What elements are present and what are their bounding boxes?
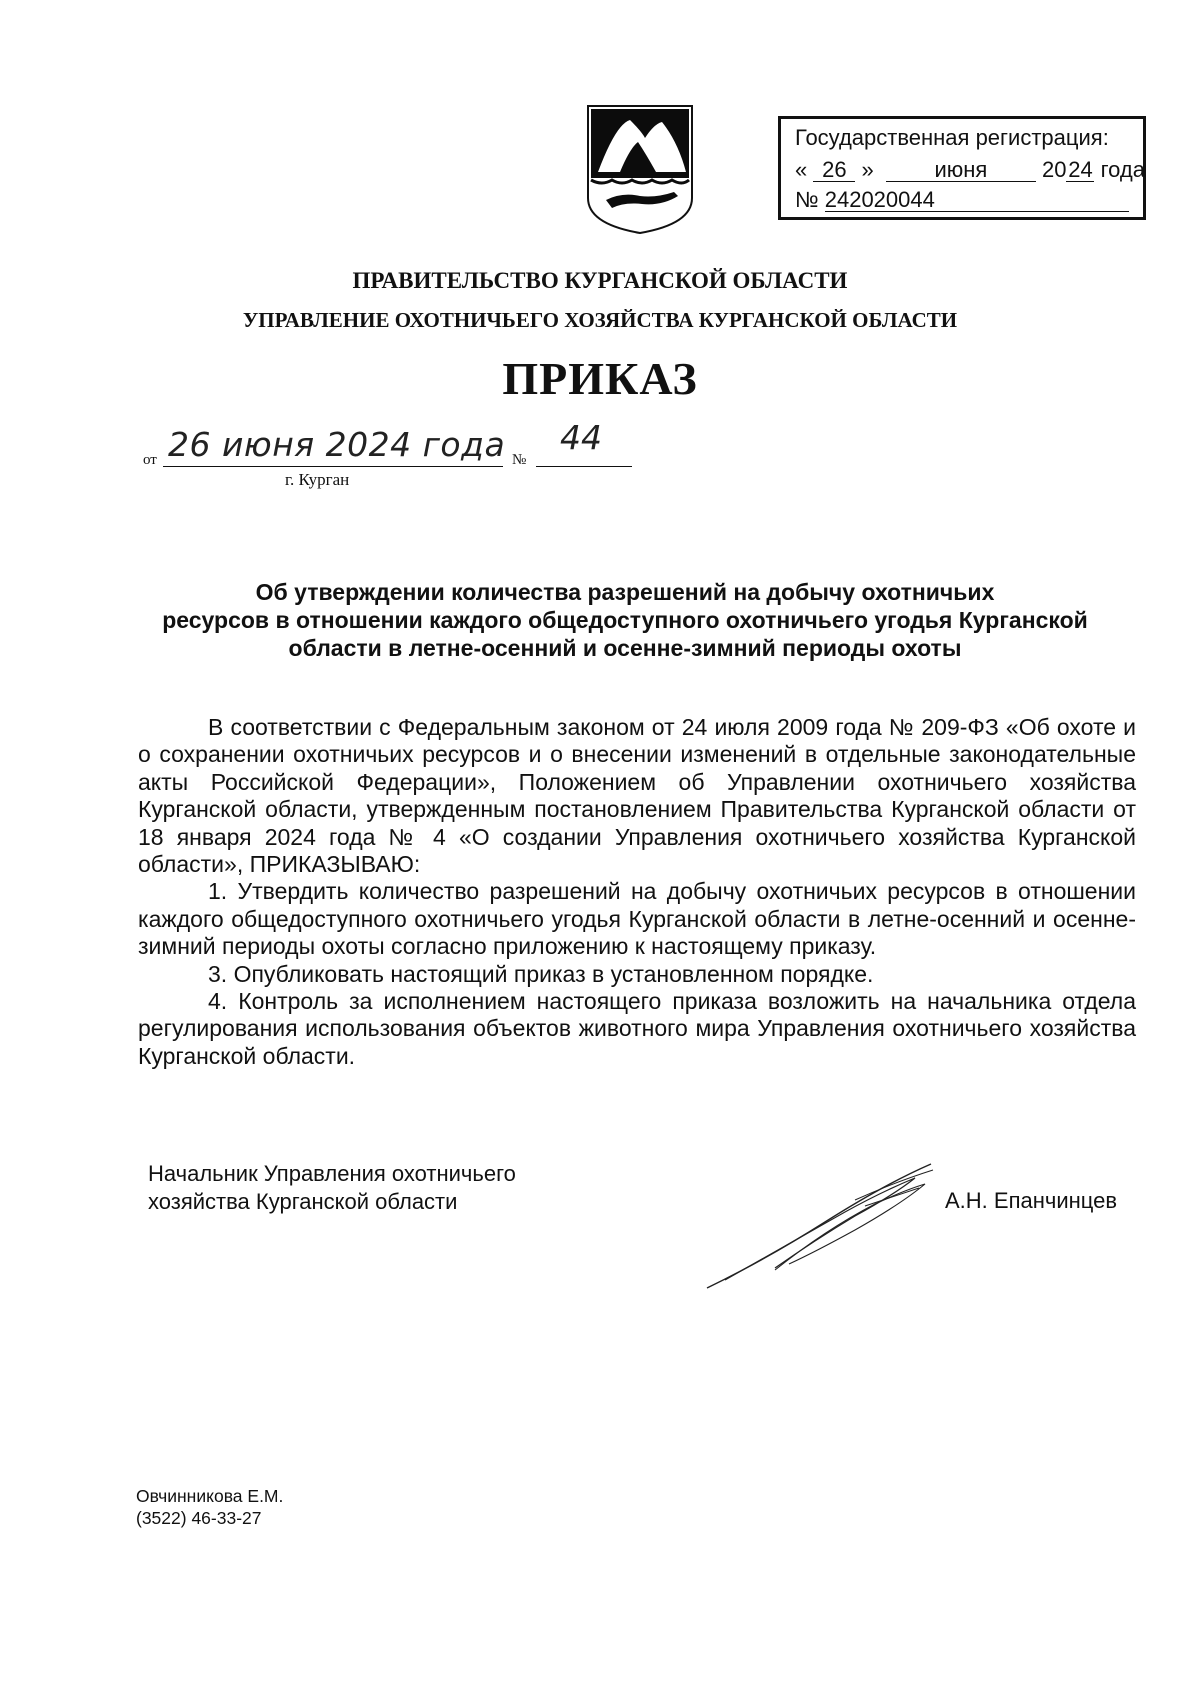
order-from-label: от xyxy=(143,452,157,468)
registration-year-prefix: 20 xyxy=(1042,157,1067,182)
registration-box xyxy=(778,116,1146,220)
order-number-underline xyxy=(536,466,632,467)
registration-number-sign: № xyxy=(795,187,819,212)
body-item: 1. Утвердить количество разрешений на добычу охотничьих ресурсов в отношении каждого общедоступного охотничьего угодья Курганской области в летне-осенний и осенне-зимний периоды охоты согласно приложению к настоящему приказу. xyxy=(138,878,1136,960)
order-number-handwritten: 44 xyxy=(560,418,602,457)
signatory-position xyxy=(148,1160,516,1216)
order-date-handwritten: 26 июня 2024 года xyxy=(168,425,506,464)
signatory-position-line: хозяйства Курганской области xyxy=(148,1189,458,1214)
registration-month: июня xyxy=(886,159,1036,182)
department-header: УПРАВЛЕНИЕ ОХОТНИЧЬЕГО ХОЗЯЙСТВА КУРГАНСКОЙ ОБЛАСТИ xyxy=(242,308,958,332)
signatory-name: А.Н. Епанчинцев xyxy=(945,1188,1118,1213)
subject-line: ресурсов в отношении каждого общедоступного охотничьего угодья Курганской xyxy=(162,607,1088,633)
registration-year-word: года xyxy=(1100,157,1145,182)
order-body xyxy=(138,714,1136,1070)
government-header: ПРАВИТЕЛЬСТВО КУРГАНСКОЙ ОБЛАСТИ xyxy=(352,268,848,293)
order-number-label: № xyxy=(512,452,527,468)
subject-line: области в летне-осенний и осенне-зимний периоды охоты xyxy=(288,635,962,661)
registration-year-suffix: 24 xyxy=(1068,157,1093,182)
order-subject xyxy=(130,578,1120,662)
signatory-position-line: Начальник Управления охотничьего xyxy=(148,1161,516,1186)
registration-number-line xyxy=(795,187,1129,213)
registration-title: Государственная регистрация: xyxy=(795,125,1109,150)
executor-phone: (3522) 46-33-27 xyxy=(136,1508,262,1528)
order-date-underline xyxy=(163,466,503,467)
body-preamble: В соответствии с Федеральным законом от 24 июля 2009 года № 209-ФЗ «Об охоте и о сохранении охотничьих ресурсов и о внесении изменений в отдельные законодательные акты Российской Федерации», Положением об Управлении охотничьего хозяйства Курганской области, утвержденным постановлением Правительства Курганской области от 18 января 2024 года № 4 «О создании Управления охотничьего хозяйства Курганской области», ПРИКАЗЫВАЮ: xyxy=(138,714,1136,878)
body-item: 4. Контроль за исполнением настоящего приказа возложить на начальника отдела регулирования использования объектов животного мира Управления охотничьего хозяйства Курганской области. xyxy=(138,988,1136,1069)
coat-of-arms-emblem xyxy=(582,102,698,236)
registration-date-line xyxy=(795,157,1145,183)
registration-day-close: » xyxy=(861,157,874,182)
registration-number: 242020044 xyxy=(825,189,1129,212)
subject-line: Об утверждении количества разрешений на добычу охотничьих xyxy=(255,579,995,605)
handwritten-signature xyxy=(705,1160,937,1292)
registration-day-open: « xyxy=(795,157,808,182)
body-item: 3. Опубликовать настоящий приказ в установленном порядке. xyxy=(208,960,874,987)
order-city: г. Курган xyxy=(285,470,350,489)
executor-info xyxy=(136,1485,283,1529)
executor-name: Овчинникова Е.М. xyxy=(136,1486,284,1506)
registration-day: 26 xyxy=(813,159,855,182)
document-title: ПРИКАЗ xyxy=(502,353,698,404)
